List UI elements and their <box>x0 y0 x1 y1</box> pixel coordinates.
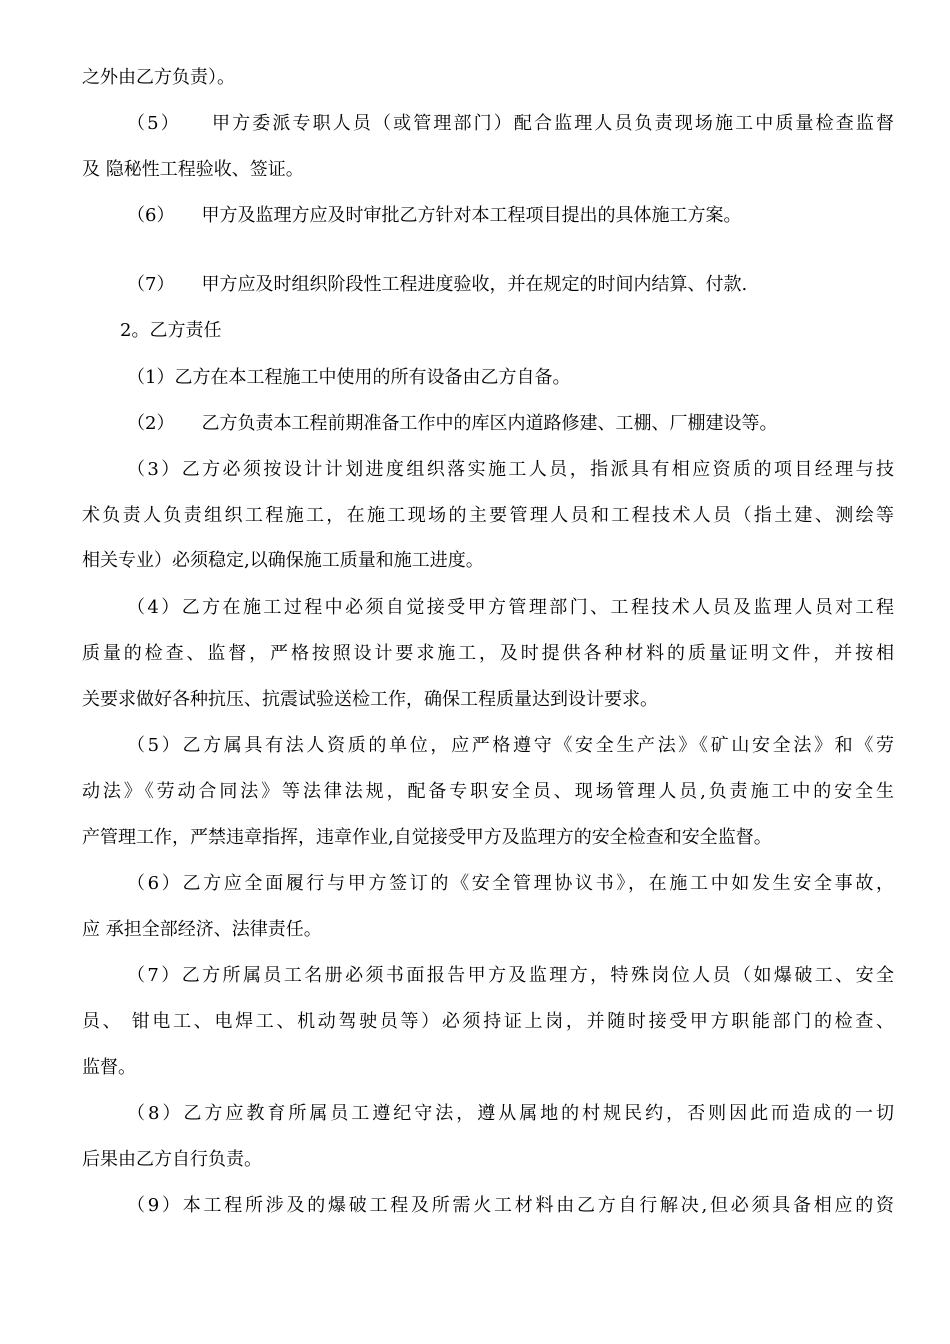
text-line: 术负责人负责组织工程施工，在施工现场的主要管理人员和工程技术人员（指土建、测绘等 <box>82 505 894 526</box>
text-line: 相关专业）必须稳定,以确保施工质量和施工进度。 <box>82 550 484 571</box>
text-line: （4）乙方在施工过程中必须自觉接受甲方管理部门、工程技术人员及监理人员对工程 <box>127 597 894 618</box>
text-line: 员、 钳电工、电焊工、机动驾驶员等）必须持证上岗，并随时接受甲方职能部门的检查、 <box>82 1011 894 1032</box>
text-line: （7）乙方所属员工名册必须书面报告甲方及监理方，特殊岗位人员（如爆破工、安全 <box>127 965 894 986</box>
text-line: （5）乙方属具有法人资质的单位，应严格遵守《安全生产法》《矿山安全法》和《劳 <box>127 735 894 756</box>
text-line: 动法》《劳动合同法》等法律法规，配备专职安全员、现场管理人员,负责施工中的安全生 <box>82 781 894 802</box>
text-line: 监督。 <box>82 1057 136 1078</box>
text-line: （7） 甲方应及时组织阶段性工程进度验收，并在规定的时间内结算、付款. <box>127 274 748 295</box>
text-line: 关要求做好各种抗压、抗震试验送检工作，确保工程质量达到设计要求。 <box>82 689 658 710</box>
section-heading: 2。乙方责任 <box>120 320 222 341</box>
text-line: （6） 甲方及监理方应及时审批乙方针对本工程项目提出的具体施工方案。 <box>127 205 742 226</box>
text-line: （5） 甲方委派专职人员（或管理部门）配合监理人员负责现场施工中质量检查监督 <box>127 113 894 134</box>
text-line: 产管理工作，严禁违章指挥，违章作业,自觉接受甲方及监理方的安全检查和安全监督。 <box>82 827 772 848</box>
text-line: （6）乙方应全面履行与甲方签订的《安全管理协议书》，在施工中如发生安全事故， <box>127 873 894 894</box>
text-line: （1）乙方在本工程施工中使用的所有设备由乙方自备。 <box>127 367 571 388</box>
text-line: 应 承担全部经济、法律责任。 <box>82 919 322 940</box>
text-line: 后果由乙方自行负责。 <box>82 1149 262 1170</box>
text-line: 质量的检查、监督，严格按照设计要求施工，及时提供各种材料的质量证明文件，并按相 <box>82 643 894 664</box>
text-line: 及 隐秘性工程验收、签证。 <box>82 159 304 180</box>
text-line: （3）乙方必须按设计计划进度组织落实施工人员，指派具有相应资质的项目经理与技 <box>127 459 894 480</box>
text-line: （9）本工程所涉及的爆破工程及所需火工材料由乙方自行解决,但必须具备相应的资 <box>127 1195 894 1216</box>
text-line: 之外由乙方负责）。 <box>82 67 235 88</box>
text-line: （2） 乙方负责本工程前期准备工作中的库区内道路修建、工棚、厂棚建设等。 <box>127 413 778 434</box>
text-line: （8）乙方应教育所属员工遵纪守法，遵从属地的村规民约，否则因此而造成的一切 <box>127 1103 894 1124</box>
